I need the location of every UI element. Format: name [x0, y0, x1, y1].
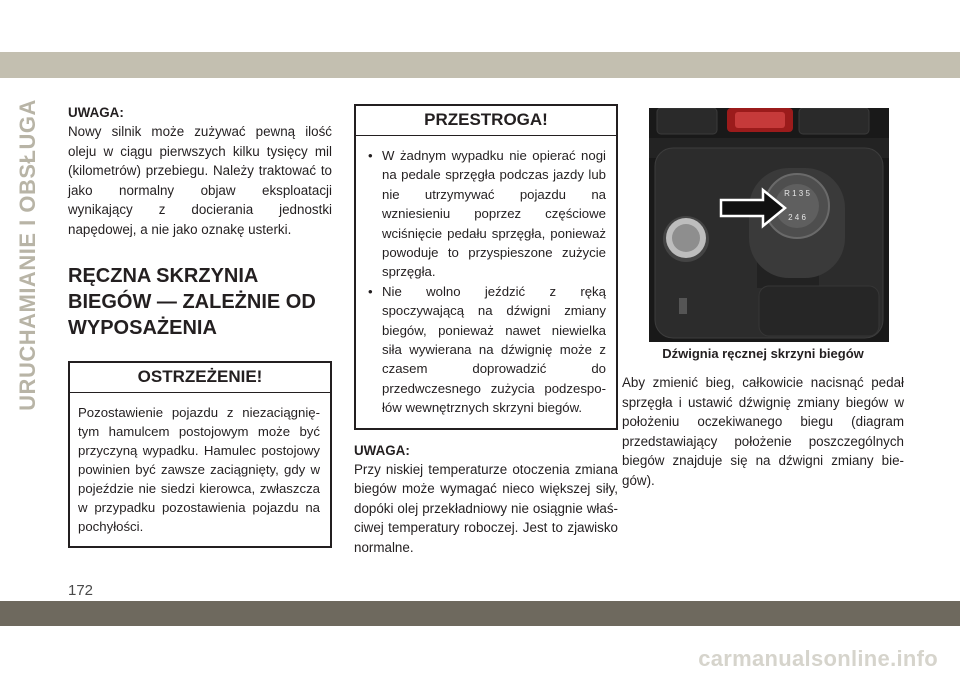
chapter-side-tab-label: URUCHAMIANIE I OBSŁUGA: [15, 99, 41, 411]
section-title-line-3: WYPOSAŻENIA: [68, 317, 217, 339]
chapter-side-tab: [8, 80, 48, 430]
caution-list-item: • W żadnym wypadku nie opierać nogi na pedale sprzęgła podczas jazdy lub nie utrzymywać pojazdu na wzniesieniu poprzez częściowe wciśnięcie pedału sprzęgła, ponieważ powoduje to przyspieszone zużycie sprzęgła.: [368, 148, 606, 280]
svg-text:R 1 3 5: R 1 3 5: [784, 189, 810, 198]
section-title: [68, 263, 332, 341]
note-text: Nowy silnik może zużywać pewną ilość oleju w ciągu pierwszych kilku tysięcy mil (kilometrów) przebiegu. Należy traktować to jako normalny objaw eksploatacji wynikający z docierania jednostki napędowej, a nie jako oznakę usterki.: [68, 124, 332, 237]
column-middle: [354, 104, 618, 557]
note-heading: UWAGA:: [68, 105, 124, 120]
section-title-line-1: RĘCZNA SKRZYNIA: [68, 265, 259, 287]
caution-heading: PRZESTROGA!: [356, 106, 616, 136]
caution-box: [354, 104, 618, 430]
caution-list-item-text: Nie wolno jeździć z ręką spoczywającą na dźwigni zmiany biegów, ponieważ nawet niewielka siła wywierana na dźwignię może z czasem doprowadzić do przedwczesnego zużycia podzespołów wewnętrznych skrzyni biegów.: [382, 283, 606, 416]
gear-shifter-illustration: [649, 108, 889, 342]
header-band: [0, 52, 960, 78]
caution-list-item: • Nie wolno jeździć z ręką spoczywającą na dźwigni zmiany biegów, ponieważ nawet niewielka siła wywierana na dźwignię może z czasem doprowadzić do przedwczesnego zużycia podzespołów wewnętrznych skrzyni biegów.: [368, 283, 606, 416]
warning-box: [68, 361, 332, 548]
warning-text: Pozostawienie pojazdu z niezaciągniętym hamulcem postojowym może być przyczyną wypadku. Hamulec postojowy powinien być zawsze zaciągnięty, gdy w pojeździe nie siedzi kierowca, zwłaszcza w przypadku pozostawienia pojazdu na pochyłości.: [78, 405, 320, 534]
caution-body: [356, 136, 616, 428]
right-body-text: Aby zmienić bieg, całkowicie nacisnąć pedał sprzęgła i ustawić dźwignię zmiany biegów w położeniu oczekiwanego biegu (diagram przedstawiający położenie poszczególnych biegów znajduje się na dźwigni zmiany biegów).: [622, 375, 904, 488]
photo-caption: Dźwignia ręcznej skrzyni biegów: [662, 346, 864, 361]
column-right: [622, 373, 904, 490]
warning-heading: OSTRZEŻENIE!: [70, 363, 330, 393]
section-title-line-2: BIEGÓW — ZALEŻNIE OD: [68, 291, 316, 313]
watermark-text: carmanualsonline.info: [698, 646, 938, 671]
note-text-2: Przy niskiej temperaturze otoczenia zmiana biegów może wymagać nieco większej siły, dopóki olej przekładniowy nie osiągnie właściwej temperatury roboczej. Jest to zjawisko normalne.: [354, 461, 618, 555]
svg-text:2 4 6: 2 4 6: [788, 213, 806, 222]
page-number: 172: [68, 582, 94, 599]
gear-shifter-photo: [649, 108, 889, 342]
column-left: [68, 104, 332, 548]
footer-band: [0, 601, 960, 626]
caution-list-item-text: W żadnym wypadku nie opierać nogi na pedale sprzęgła podczas jazdy lub nie utrzymywać pojazdu na wzniesieniu poprzez częściowe wciśnięcie pedału sprzęgła, ponieważ powoduje to przyspieszone zużycie sprzęgła.: [382, 148, 606, 280]
note-heading-2: UWAGA:: [354, 442, 410, 458]
caution-list: [364, 146, 606, 418]
